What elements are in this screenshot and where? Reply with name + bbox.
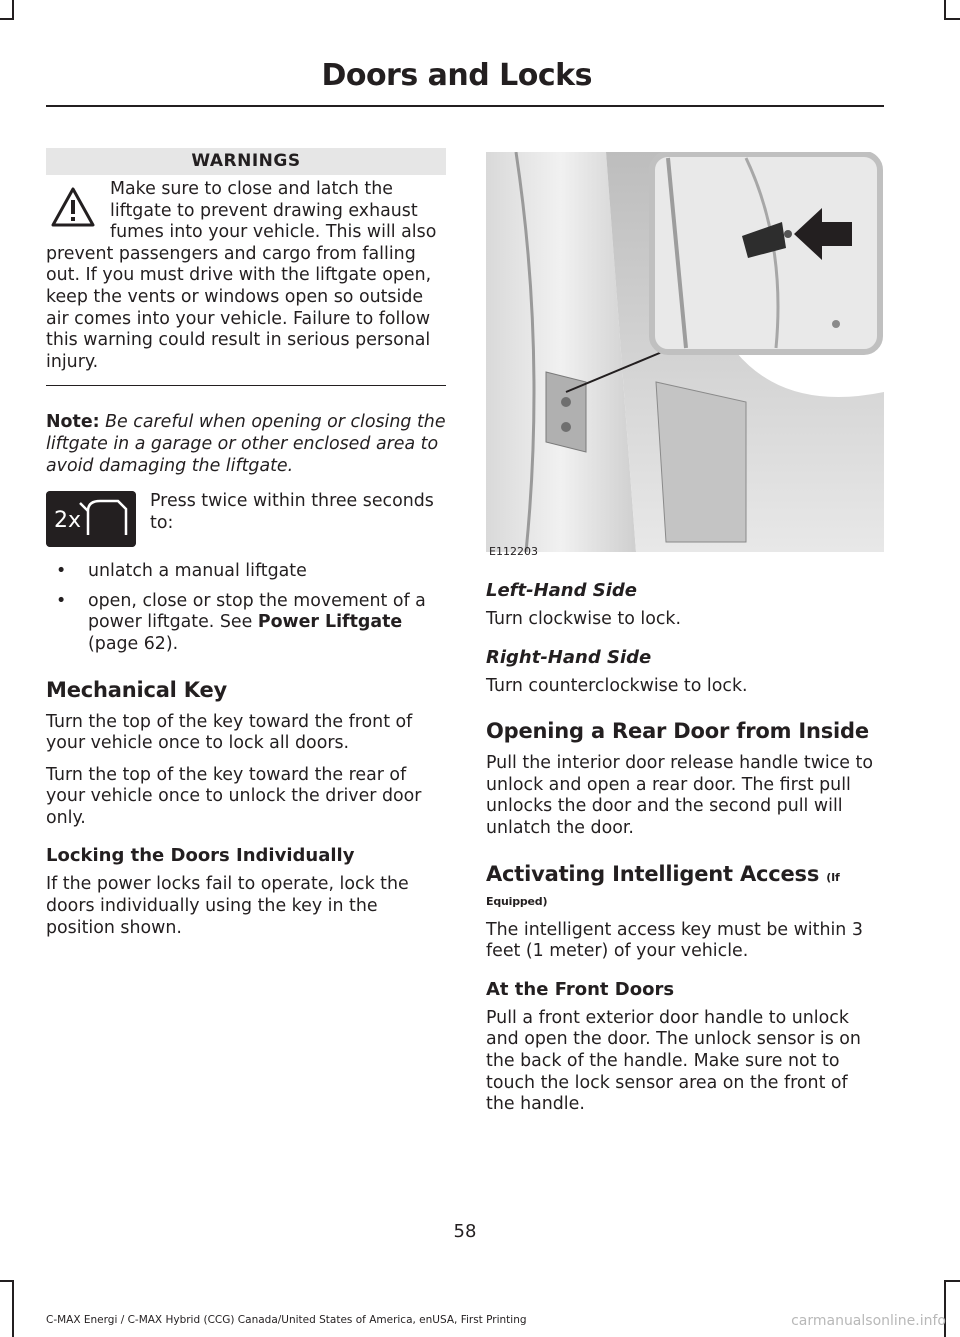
liftgate-2x-icon — [46, 491, 136, 547]
locking-individually-text: If the power locks fail to operate, lock the doors individually using the key in the position shown. — [46, 874, 409, 938]
page-number: 58 — [453, 1221, 477, 1242]
left-hand-side-text: Turn clockwise to lock. — [486, 609, 682, 629]
right-hand-side-heading: Right-Hand Side — [486, 646, 652, 668]
watermark: carmanualsonline.info — [791, 1313, 946, 1329]
left-hand-side-heading: Left-Hand Side — [486, 580, 637, 601]
list-item: • open, close or stop the movement of a power liftgate. See Power Liftgate (page 62). — [56, 590, 426, 654]
front-doors-text: Pull a front exterior door handle to unlock and open the door. The unlock sensor is on the back of the handle. Make sure not to touch the lock sensor area on the front of the handle. — [486, 1007, 861, 1115]
intelligent-access-title: Activating Intelligent Access — [486, 861, 820, 886]
bullet-text: unlatch a manual liftgate — [88, 561, 307, 582]
crop-mark — [0, 18, 14, 20]
crop-mark — [944, 18, 960, 20]
rear-door-heading: Opening a Rear Door from Inside — [486, 719, 869, 744]
liftgate-bullets — [46, 561, 446, 655]
footer-text: C-MAX Energi / C-MAX Hybrid (CCG) Canada/United States of America, enUSA, First Printing — [46, 1314, 527, 1326]
mechanical-key-text-1: Turn the top of the key toward the front of your vehicle once to lock all doors. — [46, 711, 413, 754]
crop-mark — [0, 1280, 14, 1282]
locking-individually-heading: Locking the Doors Individually — [46, 845, 355, 867]
if-equipped-label: (If Equipped) — [486, 870, 840, 908]
warning-divider — [46, 385, 446, 386]
crop-mark — [944, 1280, 960, 1282]
warnings-heading: WARNINGS — [46, 148, 446, 175]
press-row — [46, 491, 446, 547]
warning-block — [46, 179, 446, 373]
warning-triangle-icon — [50, 185, 96, 231]
crop-mark — [12, 0, 14, 20]
intelligent-access-heading — [486, 862, 878, 910]
cross-reference-link[interactable]: Power Liftgate — [257, 612, 403, 633]
mechanical-key-heading: Mechanical Key — [46, 677, 228, 702]
rear-door-text: Pull the interior door release handle twice to unlock and open a rear door. The first pull unlocks the door and the second pull will unlatch the door. — [486, 753, 873, 838]
header-divider — [46, 105, 884, 107]
page-title: Doors and Locks — [321, 58, 592, 93]
note-label: Note: — [46, 412, 100, 433]
crop-mark — [944, 0, 946, 20]
crop-mark — [12, 1280, 14, 1337]
mechanical-key-text-2: Turn the top of the key toward the rear of your vehicle once to unlock the driver door only. — [46, 764, 422, 828]
note-paragraph — [46, 412, 446, 477]
bullet-text: open, close or stop the movement of a power liftgate. See — [88, 590, 426, 633]
intelligent-access-text: The intelligent access key must be within 3 feet (1 meter) of your vehicle. — [486, 919, 863, 962]
warning-text: Make sure to close and latch the liftgate to prevent drawing exhaust fumes into your vehicle. This will also prevent passengers and cargo from falling out. If you must drive with the liftgate open, keep the vents or windows open so outside air comes into your vehicle. Failure to follow this warning could result in serious personal injury. — [46, 179, 437, 372]
page-reference: (page 62). — [88, 633, 179, 654]
note-text: Be careful when opening or closing the liftgate in a garage or other enclosed area to avoid damaging the liftgate. — [46, 412, 446, 476]
press-text: Press twice within three seconds to: — [150, 491, 434, 533]
left-column — [46, 148, 446, 939]
door-lock-illustration — [486, 152, 884, 560]
list-item: • unlatch a manual liftgate — [56, 561, 307, 582]
icon-label: 2x — [54, 508, 82, 534]
front-doors-heading: At the Front Doors — [486, 978, 675, 1000]
right-column — [486, 580, 878, 1116]
figure-code: E112203 — [489, 545, 538, 558]
right-hand-side-text: Turn counterclockwise to lock. — [486, 675, 748, 696]
